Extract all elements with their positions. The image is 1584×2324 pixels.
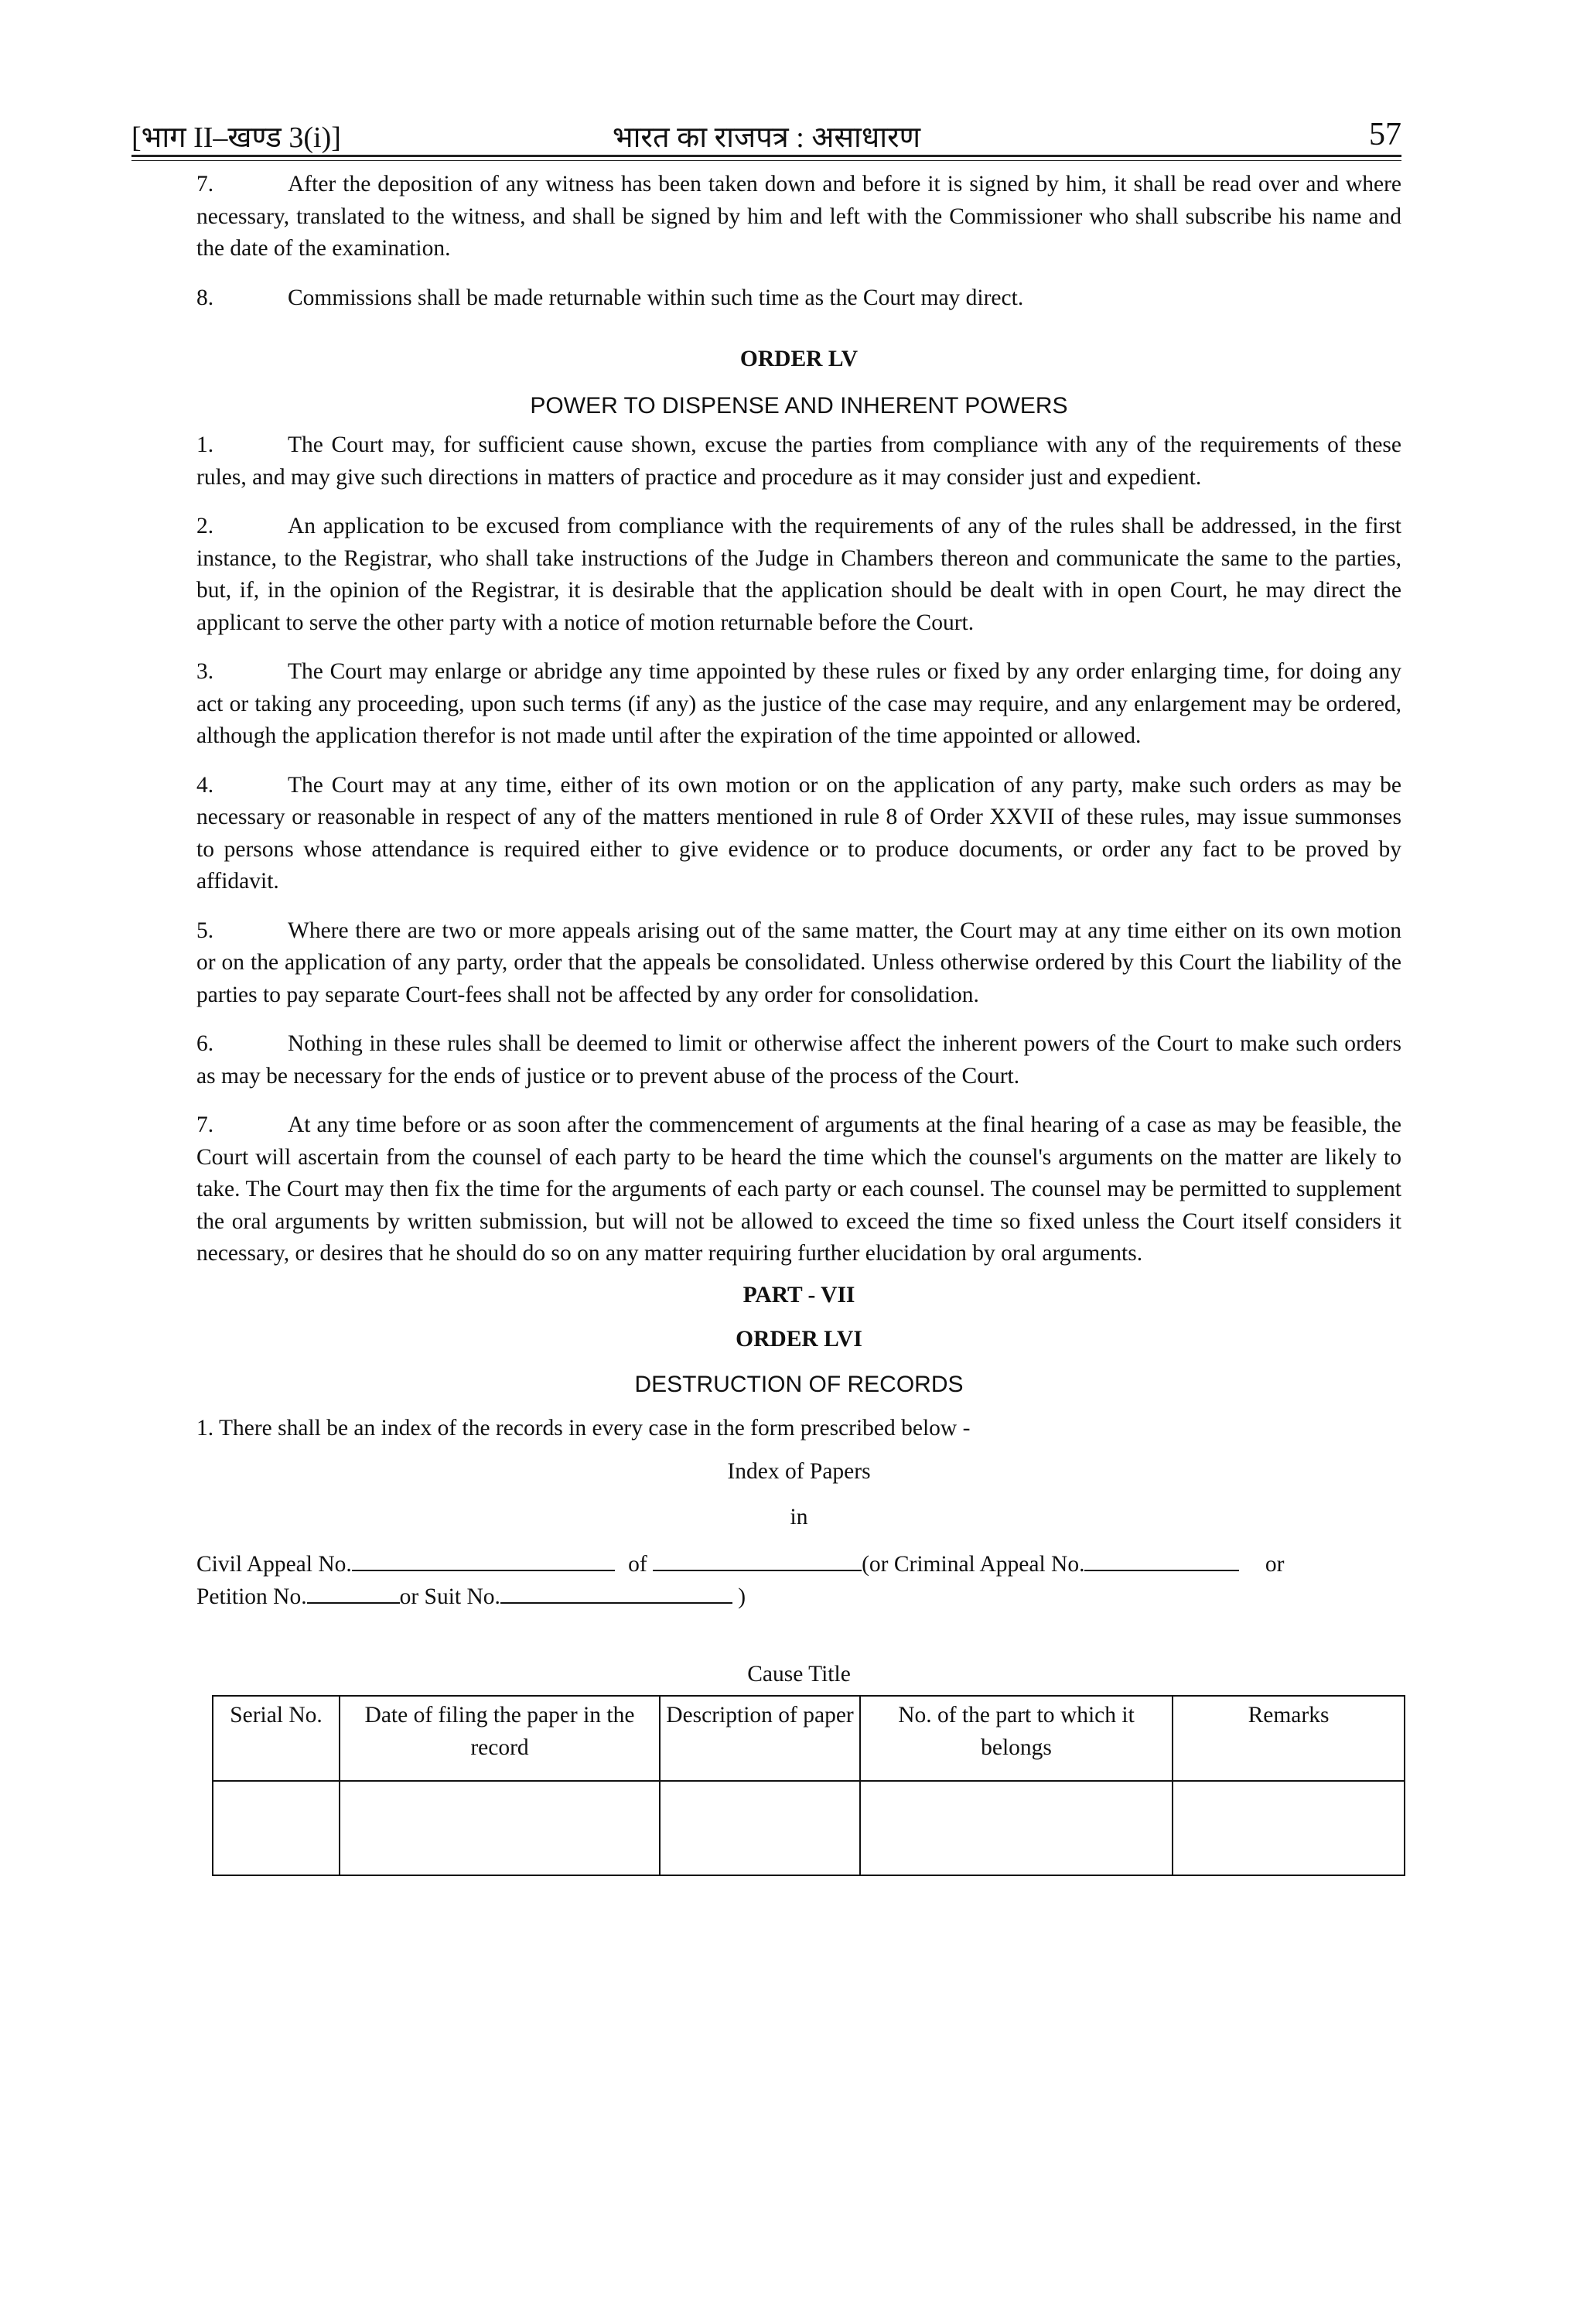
order-lv-rule-2 (196, 511, 1401, 639)
rule-text: Where there are two or more appeals arising out of the same matter, the Court may at any time either on its own motion or on the application of any party, order that the appeals be consolidated. Unless otherwise ordered by this Court the liability of the parties to pay separate Court-fees shall not be affected by any order for consolidation. (196, 918, 1401, 1007)
or-label: or (1265, 1551, 1285, 1577)
header-gazette-title: भारत का राजपत्र : असाधारण (612, 121, 921, 154)
order-lv-rule-6 (196, 1028, 1401, 1092)
rule-text: The Court may enlarge or abridge any time appointed by these rules or fixed by any order enlarging time, for doing any act or taking any proceeding, upon such terms (if any) as the justice of the case may require, and any enlargement may be ordered, although the application therefor is not made until after the expiration of the time appointed or allowed. (196, 659, 1401, 748)
rule-number: 3. (196, 659, 214, 684)
petition-label: Petition No. (196, 1584, 307, 1609)
petition-blank (307, 1581, 400, 1604)
table-row (213, 1781, 1405, 1875)
header-rule-thick (131, 155, 1401, 157)
suit-label: or Suit No. (399, 1584, 500, 1609)
cause-title: Cause Title (747, 1661, 851, 1687)
paragraph-text: Commissions shall be made returnable within such time as the Court may direct. (288, 285, 1024, 310)
col-date-of-filing: Date of filing the paper in the record (340, 1696, 660, 1781)
rule-text: The Court may at any time, either of its own motion or on the application of any party, make such orders as may be necessary or reasonable in respect of any of the matters mentioned in rule 8 of Order XXVII of these rules, may issue summonses to persons whose attendance is required either to give evidence or to produce documents, or order any fact to be proved by affidavit. (196, 772, 1401, 894)
paragraph-7 (196, 169, 1401, 265)
order-lvi-title: ORDER LVI (736, 1327, 862, 1352)
rule-text: An application to be excused from compliance with the requirements of any of the rules shall be addressed, in the first instance, to the Registrar, who shall take instructions of the Judge in Chambers thereon and communicate the same to the parties, but, if, in the opinion of the Registrar, it is desirable that the application should be dealt with in open Court, he may direct the applicant to serve the other party with a notice of motion returnable before the Court. (196, 514, 1401, 635)
rule-number: 2. (196, 514, 214, 538)
form-line-appeal (196, 1548, 1401, 1581)
table-cell (340, 1781, 660, 1875)
criminal-appeal-blank (1084, 1548, 1239, 1571)
index-in-word: in (790, 1505, 808, 1529)
header-rule-thin (131, 160, 1401, 161)
col-serial-no: Serial No. (213, 1696, 340, 1781)
order-lvi-rule-1: 1. There shall be an index of the records in every case in the form prescribed below - (196, 1416, 971, 1441)
civil-appeal-blank (352, 1548, 615, 1571)
of-blank (653, 1548, 862, 1571)
form-line-petition (196, 1581, 1401, 1614)
col-remarks: Remarks (1173, 1696, 1405, 1781)
document-body (196, 169, 1401, 1876)
of-label: of (628, 1551, 647, 1577)
civil-appeal-label: Civil Appeal No. (196, 1551, 352, 1577)
paragraph-number: 7. (196, 172, 214, 197)
order-lv-rule-4 (196, 770, 1401, 898)
page-header (131, 116, 1401, 152)
order-lv-title: ORDER LV (739, 347, 859, 371)
table-cell (213, 1781, 340, 1875)
rule-number: 7. (196, 1112, 214, 1137)
order-lv-subtitle: POWER TO DISPENSE AND INHERENT POWERS (530, 392, 1068, 419)
paragraph-8 (196, 282, 1401, 315)
order-lv-rule-3 (196, 656, 1401, 753)
part-vii-title: PART - VII (742, 1282, 855, 1307)
rule-number: 6. (196, 1031, 214, 1056)
col-part-number: No. of the part to which it belongs (860, 1696, 1173, 1781)
index-of-papers-table (212, 1695, 1405, 1876)
criminal-appeal-label: (or Criminal Appeal No. (862, 1551, 1085, 1577)
table-header-row (213, 1696, 1405, 1781)
table-cell (660, 1781, 860, 1875)
suit-blank (500, 1581, 732, 1604)
closing-parenthesis: ) (738, 1584, 746, 1609)
table-cell (1173, 1781, 1405, 1875)
header-section-label: [भाग II–खण्ड 3(i)] (131, 121, 341, 154)
order-lv-rule-5 (196, 915, 1401, 1012)
rule-number: 5. (196, 918, 214, 943)
paragraph-text: After the deposition of any witness has been taken down and before it is signed by him, it shall be read over and where necessary, translated to the witness, and shall be signed by him and left with the Commissioner who shall subscribe his name and the date of the examination. (196, 172, 1401, 261)
order-lvi-subtitle: DESTRUCTION OF RECORDS (634, 1371, 964, 1397)
rule-number: 1. (196, 432, 214, 457)
table-cell (860, 1781, 1173, 1875)
page-number: 57 (1369, 117, 1401, 152)
col-description: Description of paper (660, 1696, 860, 1781)
rule-text: At any time before or as soon after the commencement of arguments at the final hearing of a case as may be feasible, the Court will ascertain from the counsel of each party to be heard the time which the counsel's arguments on the matter are likely to take. The Court may then fix the time for the arguments of each party or each counsel. The counsel may be permitted to supplement the oral arguments by written submission, but will not be allowed to exceed the time so fixed unless the Court itself considers it necessary, or desires that he should do so on any matter requiring further elucidation by oral arguments. (196, 1112, 1401, 1266)
rule-text: Nothing in these rules shall be deemed to limit or otherwise affect the inherent powers of the Court to make such orders as may be necessary for the ends of justice or to prevent abuse of the process of the Court. (196, 1031, 1401, 1089)
order-lv-rule-7 (196, 1109, 1401, 1270)
index-of-papers-title: Index of Papers (727, 1458, 871, 1484)
order-lv-rule-1 (196, 429, 1401, 494)
paragraph-number: 8. (196, 285, 214, 310)
rule-number: 4. (196, 772, 214, 798)
rule-text: The Court may, for sufficient cause shown, excuse the parties from compliance with any of the requirements of these rules, and may give such directions in matters of practice and procedure as it may consider just and expedient. (196, 432, 1401, 490)
